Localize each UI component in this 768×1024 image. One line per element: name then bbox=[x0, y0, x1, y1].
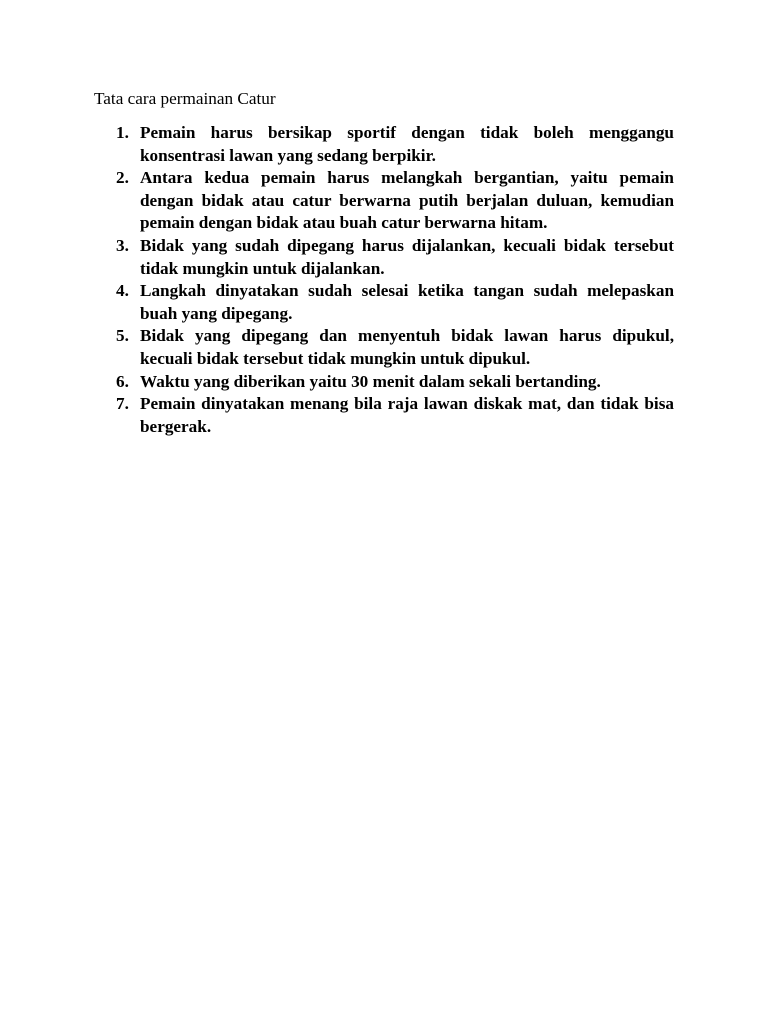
rule-item-7 bbox=[94, 393, 674, 438]
rule-text: Antara kedua pemain harus melangkah bergantian, yaitu pemain dengan bidak atau catur berwarna putih berjalan duluan, kemudian pemain dengan bidak atau buah catur berwarna hitam. bbox=[140, 168, 674, 233]
rule-item-2 bbox=[94, 167, 674, 235]
rule-number: 3. bbox=[116, 235, 129, 255]
rule-item-4 bbox=[94, 280, 674, 325]
rule-number: 2. bbox=[116, 168, 129, 188]
rule-item-1 bbox=[94, 122, 674, 167]
rule-text: Bidak yang sudah dipegang harus dijalankan, kecuali bidak tersebut tidak mungkin untuk dijalankan. bbox=[140, 235, 674, 278]
rules-list bbox=[94, 122, 674, 438]
rule-text: Pemain harus bersikap sportif dengan tidak boleh menggangu konsentrasi lawan yang sedang berpikir. bbox=[140, 123, 674, 165]
rule-item-6 bbox=[94, 371, 674, 394]
rule-text: Bidak yang dipegang dan menyentuh bidak lawan harus dipukul, kecuali bidak tersebut tidak mungkin untuk dipukul. bbox=[140, 326, 674, 368]
rule-number: 6. bbox=[116, 371, 129, 391]
rule-text: Pemain dinyatakan menang bila raja lawan diskak mat, dan tidak bisa bergerak. bbox=[140, 394, 674, 436]
document-title: Tata cara permainan Catur bbox=[94, 89, 276, 108]
rule-number: 7. bbox=[116, 394, 129, 414]
rule-number: 1. bbox=[116, 123, 129, 142]
rule-number: 4. bbox=[116, 281, 129, 301]
rule-text: Waktu yang diberikan yaitu 30 menit dalam sekali bertanding. bbox=[140, 371, 601, 391]
rule-item-5 bbox=[94, 325, 674, 370]
rule-number: 5. bbox=[116, 326, 129, 346]
rule-text: Langkah dinyatakan sudah selesai ketika tangan sudah melepaskan buah yang dipegang. bbox=[140, 281, 674, 323]
rule-item-3 bbox=[94, 235, 674, 280]
